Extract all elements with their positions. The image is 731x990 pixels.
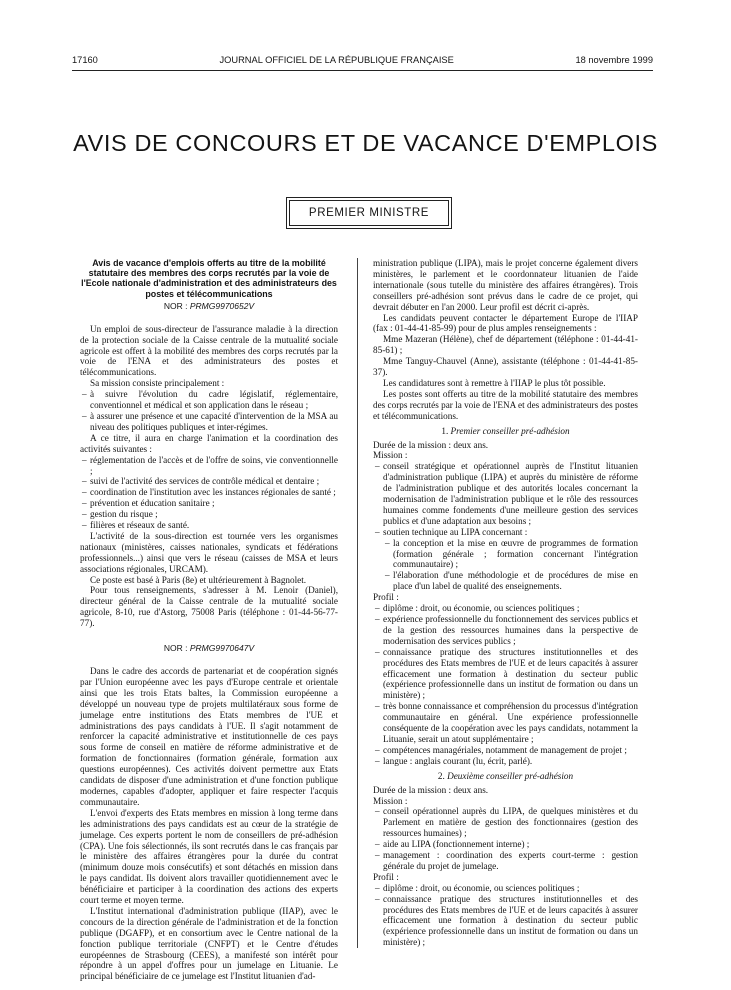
paragraph: Pour tous renseignements, s'adresser à M. Lenoir (Daniel), directeur général de la Caisse centrale de la mutualité sociale agricole, 8-10, rue d'Astorg, 75008 Paris (téléphone : 01-44-56-77-77). [80,585,338,629]
list-item: – connaissance pratique des structures institutionnelles et des procédures des Etats membres de l'UE et de leurs capacités à assurer efficacement une formation à destination du secteur public (expérience professionnelle dans un institut de formation ou dans un ministère) ; [373,894,638,949]
mission-label: Mission : [373,450,408,461]
section-heading-1 [373,426,638,437]
mission-list [373,461,638,537]
paragraph: Sa mission consiste principalement : [90,378,225,389]
list-item: – la conception et la mise en œuvre de programmes de formation (formation générale ; formation concernant l'intégration communautaire) ; [383,538,638,571]
section-number: 1. [441,425,449,436]
list-item: – aide au LIPA (fonctionnement interne) ; [373,839,638,850]
nor-reference-1 [80,301,338,312]
list-item: – soutien technique au LIPA concernant : [373,527,638,538]
contact-line: Mme Tanguy-Chauvel (Anne), assistante (téléphone : 01-44-41-85-37). [373,356,638,378]
list-item: – à assurer une présence et une capacité d'intervention de la MSA au niveau des politiques publiques et inter-régimes. [80,411,338,433]
list-item: – conseil stratégique et opérationnel auprès de l'Institut lituanien d'administration publique (LIPA) et auprès du ministère de réforme de l'administration publique et des autorités locales concernant la modernisation de l'administration publique et le rôle des ressources humaines comme fondements d'une meilleure gestion des services publics et d'une adaptation aux besoins ; [373,461,638,526]
list-item: – langue : anglais courant (lu, écrit, parlé). [373,756,638,767]
list-item: – connaissance pratique des structures institutionnelles et des procédures des Etats membres de l'UE et de leurs capacités à assurer efficacement une formation à destination du secteur public (expérience professionnelle dans un institut de formation ou dans un ministère) ; [373,647,638,702]
list-item: – à suivre l'évolution du cadre législatif, réglementaire, conventionnel et médical et son application dans le réseau ; [80,389,338,411]
contact-line: Mme Mazeran (Hélène), chef de département (téléphone : 01-44-41-85-61) ; [373,334,638,356]
list-item: – diplôme : droit, ou économie, ou sciences politiques ; [373,603,638,614]
issue-date: 18 novembre 1999 [575,55,653,65]
paragraph: Les candidats peuvent contacter le département Europe de l'IIAP (fax : 01-44-41-85-99) pour de plus amples renseignements : [373,312,638,334]
paragraph: L'activité de la sous-direction est tournée vers les organismes nationaux (ministères, caisses nationales, syndicats et fédérations professionnels...) ainsi que vers le réseau (caisses de MSA et leurs associations régionales, URCAM). [80,530,338,574]
section-title: Deuxième conseiller pré-adhésion [447,770,574,781]
column-divider [357,258,358,948]
list-item: – prévention et éducation sanitaire ; [80,498,338,509]
list-item: – l'élaboration d'une méthodologie et de procédures de mise en place d'un label de qualité des enseignements. [383,570,638,592]
list-item: – coordination de l'institution avec les instances régionales de santé ; [80,487,338,498]
mission-list [80,389,338,433]
list-item: – expérience professionnelle du fonctionnement des services publics et de la gestion des ressources humaines dans la perspective de modernisation des services publics ; [373,614,638,647]
section-number: 2. [437,770,445,781]
section-box [289,200,449,226]
list-item: – suivi de l'activité des services de contrôle médical et dentaire ; [80,476,338,487]
list-item: – très bonne connaissance et compréhension du processus d'intégration communautaire en général. Une expérience professionnelle conséquente de la coopération avec les pays candidats, notamment la Lituanie, serait un atout supplémentaire ; [373,701,638,745]
activity-list [80,455,338,531]
paragraph: L'envoi d'experts des Etats membres en mission à long terme dans les administrations des pays candidats est au cœur de la stratégie de jumelage. Ces experts portent le nom de conseillers de pré-adhésion (CPA). Une fois sélectionnés, ils sont recrutés dans le cas français par le ministère des affaires étrangères pour la durée du contrat (minimum douze mois consécutifs) et sont détachés en mission dans le pays candidat. Ils doivent alors travailler quotidiennement avec le bénéficiaire et participer à la coordination des actions des experts court terme et moyen terme. [80,807,338,906]
paragraph: ministration publique (LIPA), mais le projet concerne également divers ministères, le parlement et le coordonnateur lituanien de l'aide internationale (sous tutelle du ministère des affaires étrangères). Trois conseillers pré-adhésion sont prévus dans le cadre de ce projet, qui devrait débuter en l'an 2000. Leur profil est décrit ci-après. [373,258,638,312]
list-item: – réglementation de l'accès et de l'offre de soins, vie conventionnelle ; [80,455,338,477]
section-title: Premier conseiller pré-adhésion [450,425,570,436]
mission-list [373,806,638,871]
mission-duration: Durée de la mission : deux ans. [373,784,489,795]
page-number: 17160 [72,55,98,65]
mission-label: Mission : [373,795,408,806]
list-item: – gestion du risque ; [80,509,338,520]
list-item: – compétences managériales, notamment de management de projet ; [373,745,638,756]
right-column [373,258,638,948]
profile-list [373,603,638,767]
nor-reference-2 [80,643,338,654]
page-header [72,53,653,67]
paragraph: Dans le cadre des accords de partenariat et de coopération signés par l'Union européenne avec les pays d'Europe centrale et orientale ainsi que les trois Etats baltes, la Commission européenne a développé un nouveau type de projets multilatéraux sous forme de jumelage entre institutions des Etats membres de l'UE et administrations des pays candidats à l'UE. Il s'agit notamment de renforcer la capacité administrative et institutionnelle de ces pays sous forme de conseil en matière de réforme administrative et de formation de fonctionnaires (formation générale, formation aux questions européennes). Ces activités doivent permettre aux Etats candidats de disposer d'une administration et d'une fonction publique modernes, capables d'adopter, appliquer et faire respecter l'acquis communautaire. [80,666,338,807]
sub-list [373,538,638,593]
list-item: – filières et réseaux de santé. [80,520,338,531]
nor-label: NOR : [163,300,188,311]
journal-title: JOURNAL OFFICIEL DE LA RÉPUBLIQUE FRANÇAISE [219,55,454,65]
nor-code: PRMG9970652V [189,300,255,311]
list-item: – diplôme : droit, ou économie, ou sciences politiques ; [373,883,638,894]
list-item: – conseil opérationnel auprès du LIPA, de quelques ministères et du Parlement en matière de gestion des fonctionnaires (gestion des ressources humaines) ; [373,806,638,839]
section-title: PREMIER MINISTRE [308,207,430,219]
list-item: – management : coordination des experts court-terme : gestion générale du projet de jumelage. [373,850,638,872]
section-heading-2 [373,771,638,782]
profile-list [373,883,638,948]
mission-duration: Durée de la mission : deux ans. [373,439,489,450]
page-title: AVIS DE CONCOURS ET DE VACANCE D'EMPLOIS [73,130,658,156]
notice-title: Avis de vacance d'emplois offerts au titre de la mobilité statutaire des membres des corps recrutés par la voie de l'Ecole nationale d'administration et des administrateurs des postes et télécommunications [81,258,337,299]
profile-label: Profil : [373,871,399,882]
nor-label: NOR : [163,643,188,654]
nor-code: PRMG9970647V [189,643,255,654]
paragraph: Un emploi de sous-directeur de l'assurance maladie à la direction de la protection sociale de la Caisse centrale de la mutualité sociale agricole est offert à la mobilité des membres des corps recrutés par la voie de l'ENA et des administrateurs des postes et télécommunications. [80,323,338,378]
paragraph: Ce poste est basé à Paris (8e) et ultérieurement à Bagnolet. [90,574,307,585]
header-rule [72,70,653,71]
left-column [80,258,338,982]
paragraph: A ce titre, il aura en charge l'animation et la coordination des activités suivantes : [80,432,338,454]
profile-label: Profil : [373,592,399,603]
paragraph: Les candidatures sont à remettre à l'IIAP le plus tôt possible. [383,377,606,388]
paragraph: L'Institut international d'administration publique (IIAP), avec le concours de la direction générale de l'administration et de la fonction publique (DGAFP), et en consortium avec le Centre national de la fonction publique territoriale (CNFPT) et le Centre d'études européennes de Strasbourg (CEES), a manifesté son intérêt pour répondre à un appel d'offres pour un jumelage en Lituanie. Le principal bénéficiaire de ce jumelage est l'Institut lituanien d'ad- [80,905,338,982]
paragraph: Les postes sont offerts au titre de la mobilité statutaire des membres des corps recrutés par la voie de l'ENA et des administrateurs des postes et télécommunications. [373,388,638,421]
